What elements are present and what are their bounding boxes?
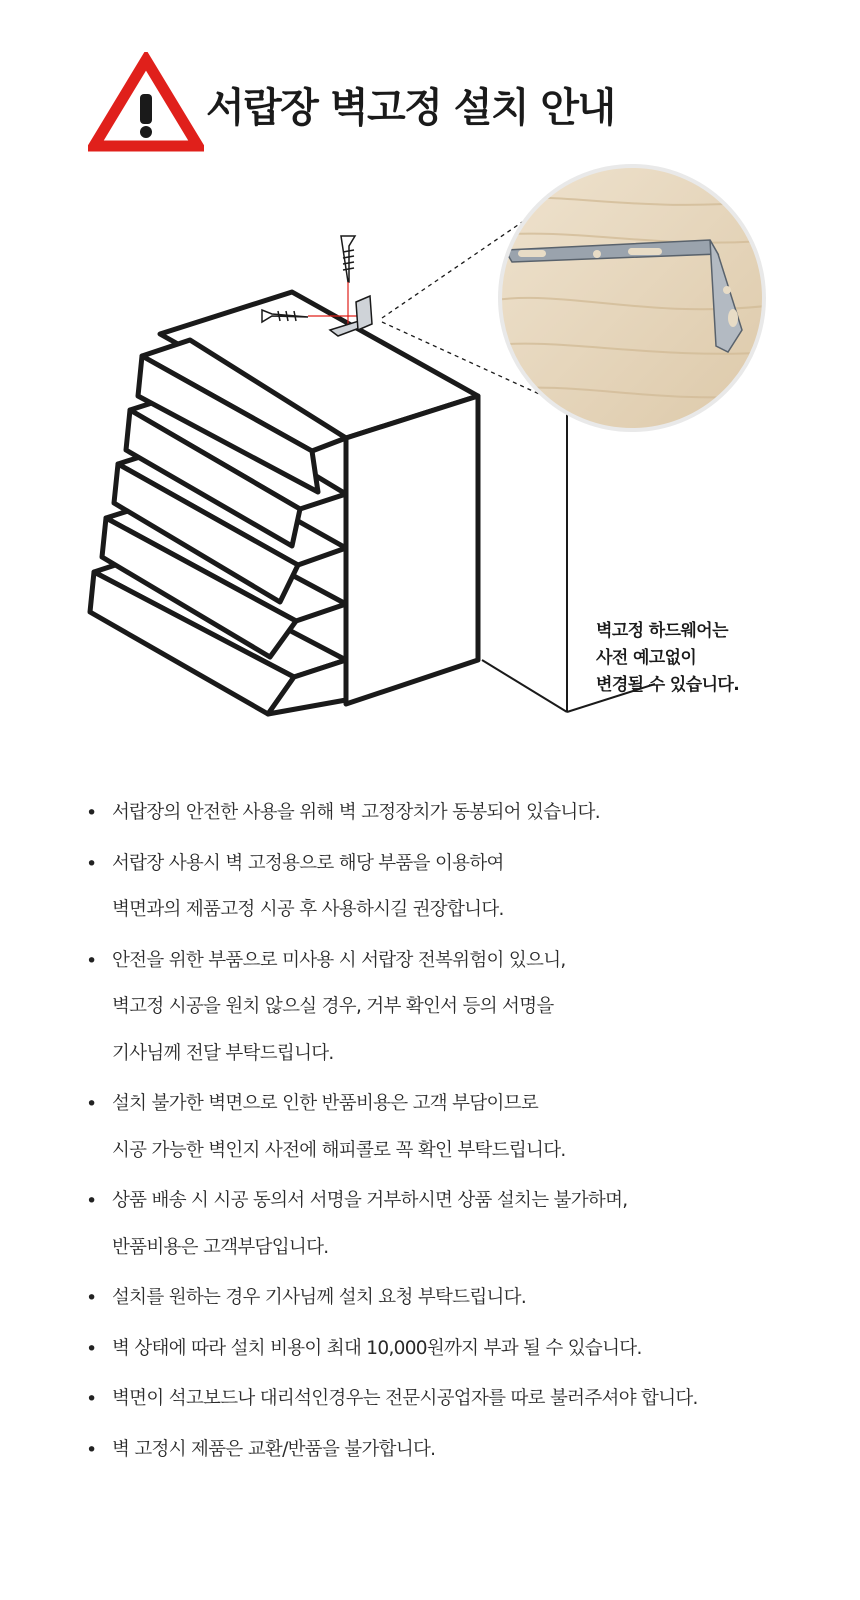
note-line-1: 벽고정 하드웨어는	[596, 621, 728, 641]
warning-icon	[88, 52, 204, 152]
bracket-photo	[495, 160, 775, 440]
list-item	[86, 1326, 846, 1373]
list-item	[86, 1178, 846, 1271]
bullet-icon: •	[86, 1287, 98, 1309]
bullet-icon: •	[86, 802, 98, 824]
list-item-text: 벽 상태에 따라 설치 비용이 최대 10,000원까지 부과 될 수 있습니다.	[112, 1337, 642, 1359]
list-item	[86, 1275, 846, 1322]
list-item-text: 벽면이 석고보드나 대리석인경우는 전문시공업자를 따로 불러주셔야 합니다.	[112, 1388, 698, 1409]
bullet-icon: •	[86, 1093, 98, 1115]
list-item-text: 시공 가능한 벽인지 사전에 해피콜로 꼭 확인 부탁드립니다.	[112, 1139, 566, 1161]
bullet-icon: •	[86, 1190, 98, 1212]
page-header	[88, 52, 788, 162]
bullet-icon: •	[86, 852, 98, 875]
bullet-icon: •	[86, 1337, 98, 1360]
list-item-text: 기사님께 전달 부탁드립니다.	[112, 1042, 334, 1064]
list-item	[86, 938, 846, 1078]
installation-illustration	[0, 160, 860, 740]
bullet-icon: •	[86, 949, 98, 972]
notice-list	[86, 790, 846, 1477]
list-item	[86, 1376, 846, 1423]
note-line-3: 변경될 수 있습니다.	[596, 675, 740, 695]
list-item-text: 서랍장 사용시 벽 고정용으로 해당 부품을 이용하여	[112, 852, 504, 874]
dresser-icon	[90, 292, 478, 714]
note-line-2: 사전 예고없이	[596, 648, 697, 668]
list-item-text: 설치 불가한 벽면으로 인한 반품비용은 고객 부담이므로	[112, 1093, 539, 1114]
bullet-icon: •	[86, 1388, 98, 1410]
page-title: 서랍장 벽고정 설치 안내	[206, 85, 615, 131]
bullet-icon: •	[86, 1438, 98, 1461]
hardware-change-note	[596, 618, 739, 699]
list-item-text: 벽면과의 제품고정 시공 후 사용하시길 권장합니다.	[112, 899, 504, 920]
list-item-text: 반품비용은 고객부담입니다.	[112, 1236, 329, 1258]
list-item-text: 안전을 위한 부품으로 미사용 시 서랍장 전복위험이 있으니,	[112, 949, 566, 971]
list-item	[86, 790, 846, 837]
list-item-text: 서랍장의 안전한 사용을 위해 벽 고정장치가 동봉되어 있습니다.	[112, 802, 600, 823]
list-item	[86, 1427, 846, 1474]
list-item	[86, 841, 846, 934]
list-item-text: 벽 고정시 제품은 교환/반품을 불가합니다.	[112, 1438, 436, 1460]
list-item-text: 설치를 원하는 경우 기사님께 설치 요청 부탁드립니다.	[112, 1287, 527, 1308]
list-item-text: 상품 배송 시 시공 동의서 서명을 거부하시면 상품 설치는 불가하며,	[112, 1190, 628, 1211]
list-item-text: 벽고정 시공을 원치 않으실 경우, 거부 확인서 등의 서명을	[112, 996, 554, 1017]
list-item	[86, 1081, 846, 1174]
